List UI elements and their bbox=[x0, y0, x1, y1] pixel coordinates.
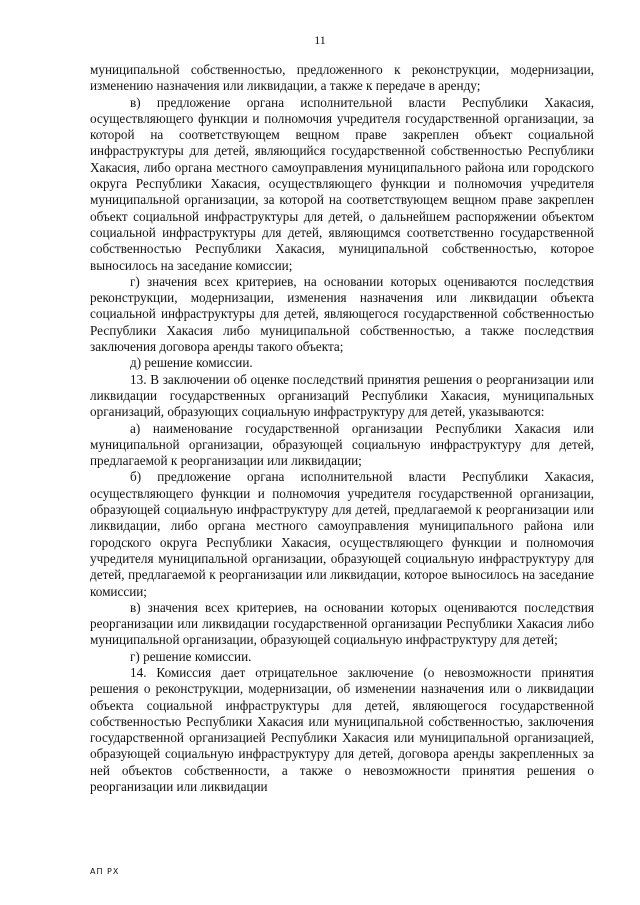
paragraph-item-d: д) решение комиссии. bbox=[130, 355, 253, 371]
paragraph-item-a: а) наименование государственной организации Республики Хакасия или муниципальной организации, образующей социальную инфраструктуру для детей, предлагаемой к реорганизации или ликвидации; bbox=[90, 420, 594, 469]
footer-mark: АП РХ bbox=[90, 867, 120, 876]
paragraph-clause-13: 13. В заключении об оценке последствий принятия решения о реорганизации или ликвидации государственных организаций Республики Хакасия, муниципальных организаций, образующих социальную инфраструктуру для детей, указываются: bbox=[90, 371, 594, 420]
paragraph-continuation: муниципальной собственностью, предложенного к реконструкции, модернизации, изменению назначения или ликвидации, а также к передаче в аренду; bbox=[90, 62, 594, 94]
paragraph-item-v-2: в) значения всех критериев, на основании которых оцениваются последствия реорганизации или ликвидации государственной организации Республики Хакасия либо муниципальной организации, образующей социальную инфраструктуру для детей; bbox=[90, 599, 594, 648]
paragraph-item-g-2: г) решение комиссии. bbox=[130, 648, 252, 664]
document-body bbox=[90, 62, 594, 795]
paragraph-item-g: г) значения всех критериев, на основании которых оцениваются последствия реконструкции, модернизации, изменения назначения или ликвидации объекта социальной инфраструктуры для детей, являющегося государственной собственностью Республики Хакасия либо муниципальной собственностью, а также последствия заключения договора аренды такого объекта; bbox=[90, 273, 594, 355]
paragraph-clause-14: 14. Комиссия дает отрицательное заключение (о невозможности принятия решения о реконструкции, модернизации, об изменении назначения или о ликвидации объекта социальной инфраструктуры для детей, являющегося государственной собственностью Республики Хакасия или муниципальной собственностью, заключения государственной организацией Республики Хакасия или муниципальной организацией, образующей социальную инфраструктуру для детей, договора аренды закрепленных за ней объектов собственности, а также о невозможности принятия решения о реорганизации или ликвидации bbox=[90, 664, 594, 795]
page-number: 11 bbox=[314, 33, 326, 47]
paragraph-item-b: б) предложение органа исполнительной власти Республики Хакасия, осуществляющего функции и полномочия учредителя государственной организации, образующей социальную инфраструктуру для детей, предлагаемой к реорганизации или ликвидации, либо органа местного самоуправления муниципального района или городского округа Республики Хакасия, осуществляющего функции и полномочия учредителя муниципальной организации, образующей социальную инфраструктуру для детей, предлагаемой к реорганизации или ликвидации, которое выносилось на заседание комиссии; bbox=[90, 469, 594, 599]
paragraph-item-v: в) предложение органа исполнительной власти Республики Хакасия, осуществляющего функции и полномочия учредителя государственной организации, за которой на соответствующем вещном праве закреплен объект социальной инфраструктуры для детей, являющийся государственной собственностью Республики Хакасия, либо органа местного самоуправления муниципального района или городского округа Республики Хакасия, осуществляющего функции и полномочия учредителя муниципальной организации, за которой на соответствующем вещном праве закреплен объект социальной инфраструктуры для детей, о дальнейшем распоряжении объектом социальной инфраструктуры для детей, являющимся соответственно государственной собственностью Республики Хакасия, муниципальной собственностью, которое выносилось на заседание комиссии; bbox=[90, 94, 594, 273]
